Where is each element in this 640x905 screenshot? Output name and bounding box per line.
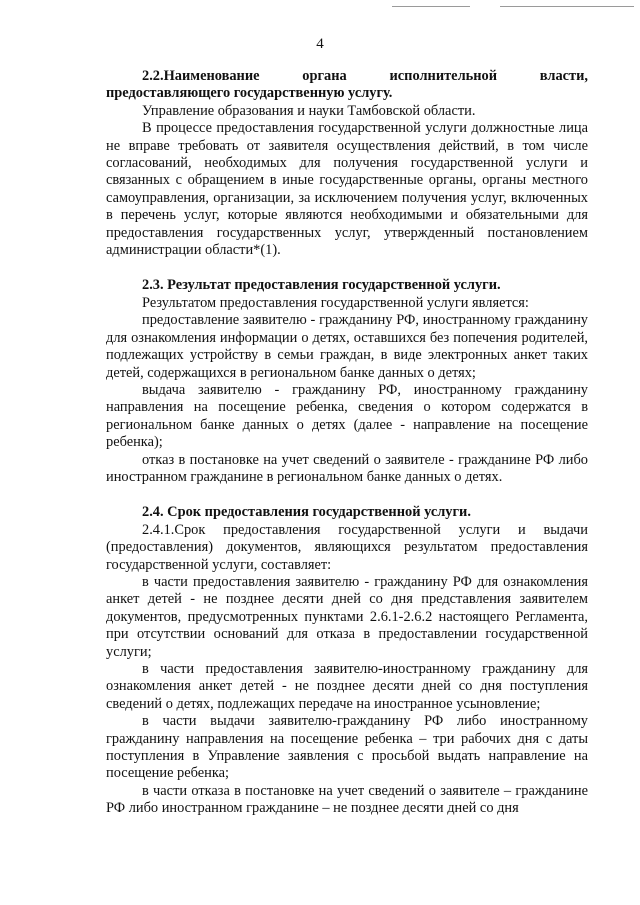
section-2-3-paragraph-3: выдача заявителю - гражданину РФ, иностранному гражданину направления на посещение ребенка, сведения о котором содержатся в региональном банке данных о детях (далее - направление на посещение ребенка); xyxy=(106,381,588,451)
section-2-2-heading-line2: предоставляющего государственную услугу. xyxy=(106,85,393,102)
section-2-4-paragraph-5: в части отказа в постановке на учет сведений о заявителе – гражданине РФ либо иностранном гражданине – не позднее десяти дней со дня xyxy=(106,782,588,817)
document-body xyxy=(106,68,588,818)
section-2-4-heading: 2.4. Срок предоставления государственной услуги. xyxy=(142,504,471,521)
section-2-2-paragraph-2: В процессе предоставления государственной услуги должностные лица не вправе требовать от заявителя осуществления действий, в том числе согласований, необходимых для получения государственной услуги и связанных с обращением в иные государственные органы, органы местного самоуправления, организации, за исключением получения услуг, включенных в перечень услуг, которые являются необходимыми и обязательными для предоставления государственных услуг, утвержденный постановлением администрации области*(1). xyxy=(106,120,588,259)
section-2-4-paragraph-2: в части предоставления заявителю - гражданину РФ для ознакомления анкет детей - не позднее десяти дней со дня представления заявителем документов, предусмотренных пунктами 2.6.1-2.6.2 настоящего Регламента, при отсутствии оснований для отказа в предоставлении государственной услуги; xyxy=(106,573,588,660)
scan-top-line-right xyxy=(500,6,634,7)
section-2-3-paragraph-4: отказ в постановке на учет сведений о заявителе - гражданине РФ либо иностранном гражданине в региональном банке данных о детях. xyxy=(106,451,588,485)
page-number: 4 xyxy=(316,36,324,52)
section-2-4-paragraph-3: в части предоставления заявителю-иностранному гражданину для ознакомления анкет детей - не позднее десяти дней со дня поступления сведений о детях, подлежащих передаче на иностранное усыновление; xyxy=(106,661,588,712)
section-2-4 xyxy=(106,504,588,817)
section-2-3-heading: 2.3. Результат предоставления государственной услуги. xyxy=(142,277,501,294)
section-2-2 xyxy=(106,68,588,259)
section-spacer xyxy=(106,259,588,277)
section-2-2-heading-line1: 2.2.Наименование органа исполнительной власти, xyxy=(142,68,588,84)
section-2-4-paragraph-4: в части выдачи заявителю-гражданину РФ либо иностранному гражданину направления на посещение ребенка – три рабочих дня с даты поступления в Управление заявления с просьбой выдать направление на посещение ребенка; xyxy=(106,713,588,782)
section-2-3-paragraph-1: Результатом предоставления государственной услуги является: xyxy=(142,294,529,311)
section-2-3-paragraph-2: предоставление заявителю - гражданину РФ, иностранному гражданину для ознакомления информации о детях, оставшихся без попечения родителей, подлежащих устройству в семьи граждан, в виде электронных анкет таких детей, содержащихся в региональном банке данных о детях; xyxy=(106,312,588,381)
section-spacer xyxy=(106,486,588,504)
section-2-4-paragraph-1: 2.4.1.Срок предоставления государственной услуги и выдачи (предоставления) документов, являющихся результатом предоставления государственной услуги, составляет: xyxy=(106,521,588,573)
section-2-3 xyxy=(106,277,588,486)
scan-top-line-left xyxy=(392,6,470,7)
section-2-2-paragraph-1: Управление образования и науки Тамбовской области. xyxy=(142,102,476,119)
